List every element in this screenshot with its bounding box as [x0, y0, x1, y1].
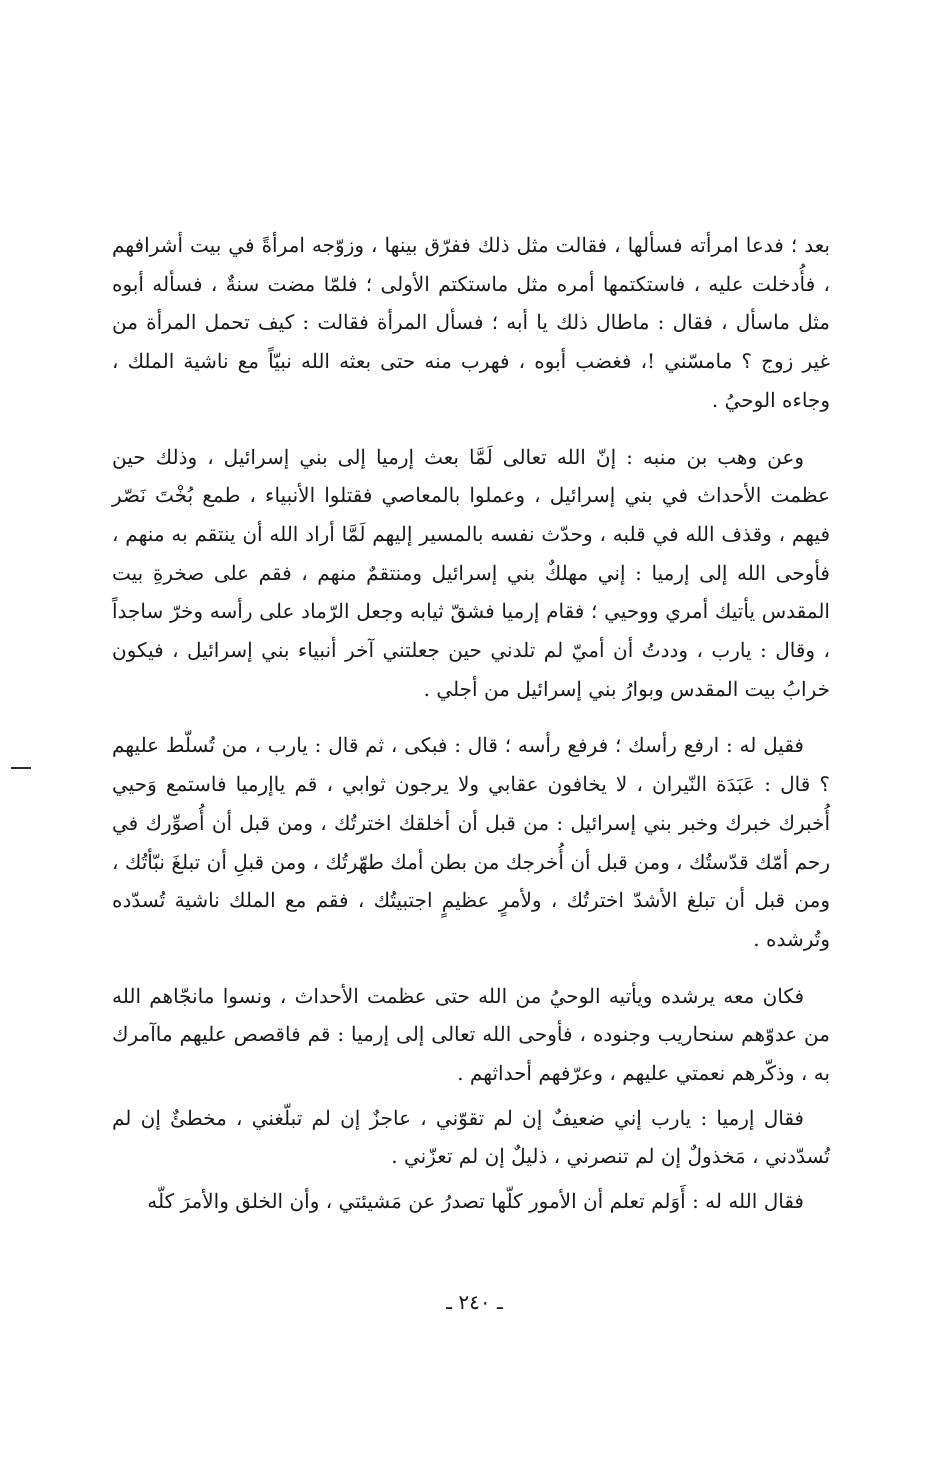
page-number: ـ ٢٤٠ ـ [446, 1290, 503, 1314]
paragraph-5: فقال إرميا : يارب إني ضعيفٌ إن لم تقوّني ، عاجزٌ إن لم تبلّغني ، مخطئٌ إن لم تُسدّدني ، مَخذولٌ إن لم تنصرني ، ذليلٌ إن لم تعزّني . [112, 1105, 830, 1169]
paragraph-1: بعد ؛ فدعا امرأته فسألها ، فقالت مثل ذلك ففرّق بينها ، وزوّجه امرأةً في بيت أشرافهم ، فأُدخلت عليه ، فاستكتمها أمره مثل ماستكتم الأولى ؛ فلمّا مضت سنةٌ ، فسأله أبوه مثل ماسأل ، فقال : ماطال ذلك يا أبه ؛ فسأل المرأة فقالت : كيف تحمل المرأة من غير زوج ؟ مامسّني !، فغضب أبوه ، فهرب منه حتى بعثه الله نبيّاً مع ناشية الملك ، وجاءه الوحيُ . [112, 233, 830, 412]
paragraph-6: فقال الله له : أَوَلم تعلم أن الأمور كلّها تصدرُ عن مَشيئتي ، وأن الخلق والأمرَ كلّه [147, 1189, 804, 1214]
paragraph-gap [112, 420, 830, 438]
margin-mark [11, 767, 31, 769]
paragraph-gap [112, 708, 830, 726]
paragraph-2: وعن وهب بن منبه : إنّ الله تعالى لَمَّا بعث إرميا إلى بني إسرائيل ، وذلك حين عظمت الأحداث في بني إسرائيل ، وعملوا بالمعاصي فقتلوا الأنبياء ، طمع بُخْتَ نَصّر فيهم ، وقذف الله في قلبه ، وحدّث نفسه بالمسير إليهم لَمَّا أراد الله أن ينتقم به منهم ، فأوحى الله إلى إرميا : إني مهلكٌ بني إسرائيل ومنتقمٌ منهم ، فقم على صخرةِ بيت المقدس يأتيك أمري ووحيي ؛ فقام إرميا فشقّ ثيابه وجعل الرّماد على رأسه وخرّ ساجداً ، وقال : يارب ، وددتُ أن أميّ لم تلدني حين جعلتني آخر أنبياء بني إسرائيل ، فيكون خرابُ بيت المقدس وبوارُ بني إسرائيل من أجلي . [112, 444, 831, 701]
paragraph-gap [112, 959, 830, 977]
paragraph-3: فقيل له : ارفع رأسك ؛ فرفع رأسه ؛ قال : فبكى ، ثم قال : يارب ، من تُسلّط عليهم ؟ قال : عَبَدَة النّيران ، لا يخافون عقابي ولا يرجون ثوابي ، قم ياإرميا فاستمع وَحيي أُخبرك خبرك وخبر بني إسرائيل : من قبل أن أخلقك اخترتُك ، ومن قبل أن أُصوِّرك في رحم أمّك قدّستُك ، ومن قبل أن أُخرجك من بطن أمك طهّرتُك ، ومن قبلِ أن تبلغَ نبّأتُك ، ومن قبل أن تبلغ الأشدّ اخترتُك ، ولأمرٍ عظيمٍ اجتبيتُك ، فقم مع الملك ناشية تُسدّده وتُرشده . [112, 733, 830, 951]
body-text [112, 226, 830, 1221]
paragraph-4: فكان معه يرشده ويأتيه الوحيُ من الله حتى عظمت الأحداث ، ونسوا مانجّاهم الله من عدوّهم سنحاريب وجنوده ، فأوحى الله تعالى إلى إرميا : قم فاقصص عليهم ماآمرك به ، وذكّرهم نعمتي عليهم ، وعرّفهم أحداثهم . [112, 983, 830, 1086]
